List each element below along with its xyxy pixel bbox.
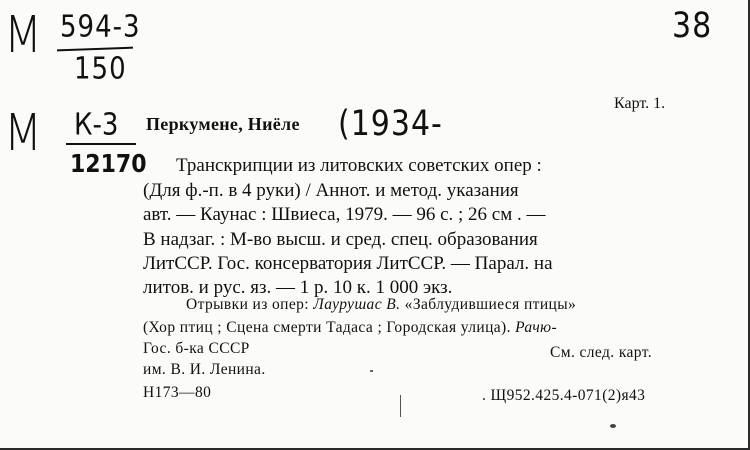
notes-composer: Лаурушас В. [313, 296, 401, 313]
print-smudge [610, 424, 616, 428]
handwritten-mark-second: М [4, 104, 42, 163]
description-line-5: ЛитССР. Гос. консерватория ЛитССР. — Парал. на [143, 253, 553, 274]
notes-line-1 [186, 295, 576, 315]
print-smudge [370, 370, 373, 372]
handwritten-call-letter: К-3 [74, 108, 119, 143]
shelf-mark-divider [57, 47, 133, 52]
description-line-6: литов. и рус. яз. — 1 р. 10 к. 1 000 экз. [143, 277, 453, 298]
handwritten-mark-top: М [4, 6, 42, 65]
notes-composer-2: Рачю- [515, 319, 558, 336]
notes-prefix: Отрывки из опер: [186, 296, 314, 313]
handwritten-author-year: (1934- [338, 104, 443, 145]
footer-left-code: Н173—80 [143, 384, 212, 401]
description-line-4: В надзаг. : М-во высш. и сред. спец. образования [143, 229, 538, 250]
handwritten-card-sequence: 38 [672, 6, 713, 47]
card-number: Карт. 1. [614, 95, 666, 112]
library-line-2: им. В. И. Ленина. [143, 361, 266, 378]
handwritten-inventory-number: 12170 [70, 150, 147, 179]
author-heading: Перкумене, Ниёле [146, 114, 300, 134]
see-next-card: См. след. карт. [550, 344, 653, 361]
description-line-3: авт. — Каунас : Швиеса, 1979. — 96 с. ; 26 см . — [143, 204, 546, 225]
print-smudge [400, 395, 401, 417]
description-line-1: Транскрипции из литовских советских опер : [176, 155, 542, 176]
description-line-2: (Для ф.-п. в 4 руки) / Аннот. и метод. указания [143, 180, 519, 201]
notes-opera-title: «Заблудившиеся птицы» [400, 296, 577, 313]
handwritten-shelf-mark: 594-3 [60, 10, 141, 45]
handwritten-shelf-number: 150 [74, 52, 127, 87]
footer-classification-code: . Щ952.425.4-071(2)я43 [482, 387, 646, 404]
notes-line-2 [143, 318, 557, 338]
library-line-1: Гос. б-ка СССР [143, 340, 250, 357]
call-letter-underline [66, 143, 136, 145]
notes-fragments: (Хор птиц ; Сцена смерти Тадаса ; Городская улица). [143, 319, 516, 336]
